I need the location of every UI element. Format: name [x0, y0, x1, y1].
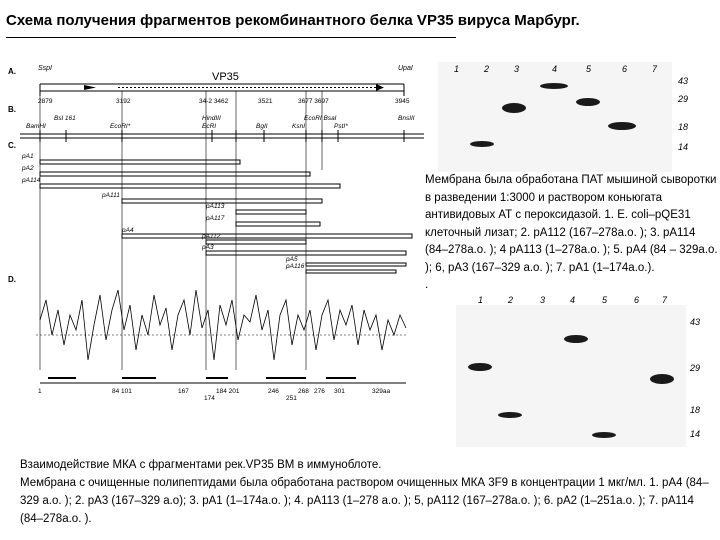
svg-text:PstI*: PstI*	[334, 123, 348, 130]
svg-text:2: 2	[508, 295, 514, 305]
caption-bottom-body: Мембрана с очищенные полипептидами была обработана раствором очищенных МКА 3F9 в концентрации 1 мкг/мл. 1. pA4 (84–329 а.о. ); 2. pA3 (167–329 а.о); 3. pA1 (1–174а.о. ); 4. pA113 (1–278 а.о. ); 5, pA112 (167–278а.о. ); 6. pA2 (1–251а.о. ); 7. pA114 (84–278а.о. ).	[20, 477, 709, 525]
svg-text:4: 4	[552, 64, 558, 74]
svg-text:pA2: pA2	[22, 165, 34, 172]
svg-text:246: 246	[268, 388, 279, 395]
svg-text:pA114: pA114	[22, 177, 41, 184]
svg-text:BnsIII: BnsIII	[398, 115, 415, 122]
site-upai: UpaI	[398, 65, 413, 72]
page-title: Схема получения фрагментов рекомбинантного белка VP35 вируса Марбург.	[6, 12, 580, 29]
svg-text:84 101: 84 101	[112, 388, 132, 395]
title-underline	[6, 37, 456, 38]
row-label-c: C.	[8, 141, 16, 150]
svg-text:EcoRI Bsal: EcoRI Bsal	[304, 115, 337, 122]
svg-text:43: 43	[690, 317, 701, 327]
caption-bottom	[20, 456, 720, 528]
svg-text:5: 5	[602, 295, 608, 305]
svg-text:pA4: pA4	[122, 227, 134, 234]
svg-text:18: 18	[678, 122, 689, 132]
caption-bottom-heading: Взаимодействие МКА с фрагментами рек.VP35 ВМ в иммуноблоте.	[20, 459, 382, 471]
svg-text:pA5: pA5	[286, 256, 298, 263]
svg-text:7: 7	[652, 64, 658, 74]
svg-text:5: 5	[586, 64, 592, 74]
row-label-b: B.	[8, 105, 16, 114]
svg-text:2: 2	[484, 64, 490, 74]
svg-text:Bsl 161: Bsl 161	[54, 115, 76, 122]
svg-text:14: 14	[690, 429, 701, 439]
caption-right: Мембрана была обработана ПАТ мышиной сыворотки в разведении 1:3000 и раствором коньюгата антивидовых АТ с пероксидазой. 1. E. coli–pQE31 клеточный лизат; 2. pA112 (167–278а.о. ); 3. pA114 (84–278а.о. ); 4 pA113 (1–278а.о. ); 5. pA4 (84 – 329а.о. ); 6, pA3 (167–329 а.о. ); 7. pA1 (1–174а.о.). .	[425, 174, 718, 291]
site-sspi: SspI	[38, 65, 53, 72]
pos-3677: 3677 3697	[298, 98, 329, 105]
svg-text:329aa: 329aa	[372, 388, 391, 395]
svg-text:4: 4	[570, 295, 576, 305]
svg-text:14: 14	[678, 142, 689, 152]
svg-text:KsnI: KsnI	[292, 123, 306, 130]
svg-text:pA117: pA117	[206, 215, 225, 222]
svg-text:276: 276	[314, 388, 325, 395]
svg-text:167: 167	[178, 388, 189, 395]
pos-3521: 3521	[258, 98, 273, 105]
svg-text:BamHI: BamHI	[26, 123, 46, 130]
svg-text:pA113: pA113	[206, 203, 225, 210]
svg-text:301: 301	[334, 388, 345, 395]
svg-text:BgII: BgII	[256, 123, 268, 130]
gene-map-diagram	[6, 60, 424, 430]
svg-text:18: 18	[690, 405, 701, 415]
pos-3192: 3192	[116, 98, 131, 105]
svg-text:EcRI: EcRI	[202, 123, 217, 130]
svg-text:EcoRI*: EcoRI*	[110, 123, 131, 130]
svg-text:43: 43	[678, 76, 689, 86]
pos-3462: 34-2 3462	[199, 98, 229, 105]
svg-text:HindIII: HindIII	[202, 115, 221, 122]
svg-text:pA1: pA1	[22, 153, 34, 160]
svg-text:6: 6	[622, 64, 628, 74]
svg-text:268: 268	[298, 388, 309, 395]
svg-text:184 201: 184 201	[216, 388, 240, 395]
svg-text:pA116: pA116	[286, 263, 305, 270]
row-label-a: A.	[8, 67, 16, 76]
svg-text:1: 1	[38, 388, 42, 395]
pos-3945: 3945	[395, 98, 410, 105]
svg-text:3: 3	[514, 64, 520, 74]
svg-text:1: 1	[478, 295, 484, 305]
svg-text:1: 1	[454, 64, 460, 74]
svg-text:3: 3	[540, 295, 546, 305]
svg-text:29: 29	[690, 363, 701, 373]
western-blot-top	[438, 62, 694, 172]
western-blot-bottom	[456, 295, 712, 447]
row-label-d: D.	[8, 275, 16, 284]
svg-text:7: 7	[662, 295, 668, 305]
svg-text:pA3: pA3	[202, 244, 214, 251]
pos-2879: 2879	[38, 98, 53, 105]
svg-text:pA112: pA112	[202, 233, 221, 240]
svg-text:29: 29	[678, 94, 689, 104]
svg-text:6: 6	[634, 295, 640, 305]
svg-text:pA111: pA111	[102, 192, 120, 199]
gene-label-vp35: VP35	[212, 71, 239, 83]
svg-text:251: 251	[286, 395, 297, 402]
svg-text:174: 174	[204, 395, 215, 402]
